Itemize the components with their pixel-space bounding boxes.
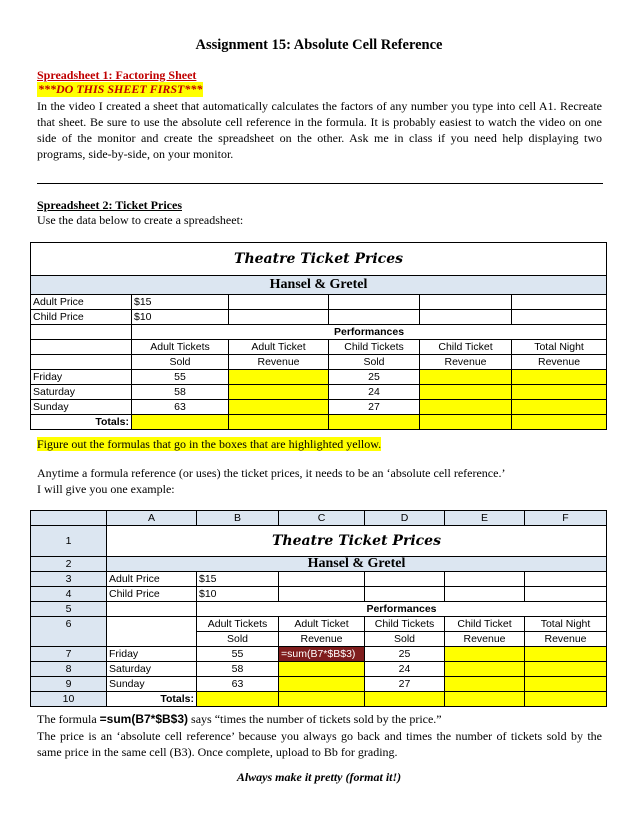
adult-price-label: Adult Price xyxy=(31,295,132,310)
table-row: 7 Friday 55 =sum(B7*$B$3) 25 xyxy=(31,647,607,662)
example-formula-cell: =sum(B7*$B$3) xyxy=(279,647,365,662)
sheet1-note: ***DO THIS SHEET FIRST*** xyxy=(38,82,203,96)
table-title: Theatre Ticket Prices xyxy=(31,243,607,276)
column-header-b: B xyxy=(197,511,279,526)
table-row: 9 Sunday 63 27 xyxy=(31,677,607,692)
column-header-f: F xyxy=(525,511,607,526)
totals-label: Totals: xyxy=(31,415,132,430)
row-number: 1 xyxy=(31,526,107,557)
adult-price-value: $15 xyxy=(132,295,229,310)
totals-row xyxy=(31,415,607,430)
row-number: 9 xyxy=(31,677,107,692)
row-number: 4 xyxy=(31,587,107,602)
sheet1-instructions: In the video I created a sheet that automatically calculates the factors of any number you type into cell A1. Recreate that sheet. Be sure to use the absolute cell reference in the formula. It is probably easiest to watch the video on one side of the monitor and create the spreadsheet on the other. Ask me in class if you need help displaying two programs, side-by-side, on your monitor. xyxy=(37,99,602,161)
totals-row: 10 Totals: xyxy=(31,692,607,707)
closing-note: Always make it pretty (format it!) xyxy=(236,770,402,784)
section-divider xyxy=(37,183,603,184)
column-header-d: D xyxy=(365,511,445,526)
row-number: 2 xyxy=(31,557,107,572)
header-child-revenue: Child Ticket xyxy=(420,340,512,355)
absolute-reason: The price is an ‘absolute cell reference’ because you always go back and times the number of tickets sold by the same price in the same cell (B3). Once complete, upload to Bb for grading. xyxy=(37,729,602,759)
example-title: Theatre Ticket Prices xyxy=(107,526,607,557)
header-adult-revenue: Adult Ticket xyxy=(229,340,329,355)
example-spreadsheet: A B C D E F 1 Theatre Ticket Prices 2 Hansel & Gretel 3 Adult Price $15 4 Child Price $10 5 Performances 6 Adult Tickets Adult Ticket Child Tickets Child Ticket Total Night Sold Revenue Sold Revenue Revenue 7 Friday 55 =sum(B7*$B$3) 25 8 Saturday 58 24 9 Sunday 63 27 10 Totals: xyxy=(30,510,607,707)
column-header-e: E xyxy=(445,511,525,526)
example-subtitle: Hansel & Gretel xyxy=(107,557,607,572)
row-number: 10 xyxy=(31,692,107,707)
example-intro: I will give you one example: xyxy=(37,482,175,496)
sheet2-intro: Use the data below to create a spreadsheet: xyxy=(37,213,244,227)
table-row: Sunday 63 27 xyxy=(31,400,607,415)
sheet2-heading: Spreadsheet 2: Ticket Prices xyxy=(37,198,182,212)
header-child-sold: Child Tickets xyxy=(329,340,420,355)
column-header-c: C xyxy=(279,511,365,526)
column-header-a: A xyxy=(107,511,197,526)
absolute-explanation: Anytime a formula reference (or uses) the ticket prices, it needs to be an ‘absolute cell reference.’ xyxy=(37,466,506,480)
ticket-table: Theatre Ticket Prices Hansel & Gretel Adult Price $15 Child Price $10 Performances Adult Tickets Adult Ticket Child Tickets Child Ticket Total Night Sold Revenue Sold Revenue Revenue Friday 55 25 Saturday 58 24 Sunday 63 27 Totals: xyxy=(30,242,607,430)
header-adult-sold: Adult Tickets xyxy=(132,340,229,355)
table-subtitle: Hansel & Gretel xyxy=(31,276,607,295)
table-row: Friday 55 25 xyxy=(31,370,607,385)
row-number: 6 xyxy=(31,617,107,647)
row-number: 3 xyxy=(31,572,107,587)
cell-b3: $15 xyxy=(197,572,279,587)
row-number: 7 xyxy=(31,647,107,662)
page-title: Assignment 15: Absolute Cell Reference xyxy=(195,37,443,53)
row-number: 5 xyxy=(31,602,107,617)
highlight-instruction: Figure out the formulas that go in the boxes that are highlighted yellow. xyxy=(37,437,382,451)
performances-header: Performances xyxy=(132,325,607,340)
child-price-value: $10 xyxy=(132,310,229,325)
table-row: 8 Saturday 58 24 xyxy=(31,662,607,677)
sheet1-heading: Spreadsheet 1: Factoring Sheet xyxy=(37,68,197,82)
header-total-revenue: Total Night xyxy=(512,340,607,355)
row-number: 8 xyxy=(31,662,107,677)
table-row: Saturday 58 24 xyxy=(31,385,607,400)
formula-explanation: The formula =sum(B7*$B$3) says “times the number of tickets sold by the price.” xyxy=(37,712,442,726)
child-price-label: Child Price xyxy=(31,310,132,325)
formula-text: =sum(B7*$B$3) xyxy=(99,712,189,726)
